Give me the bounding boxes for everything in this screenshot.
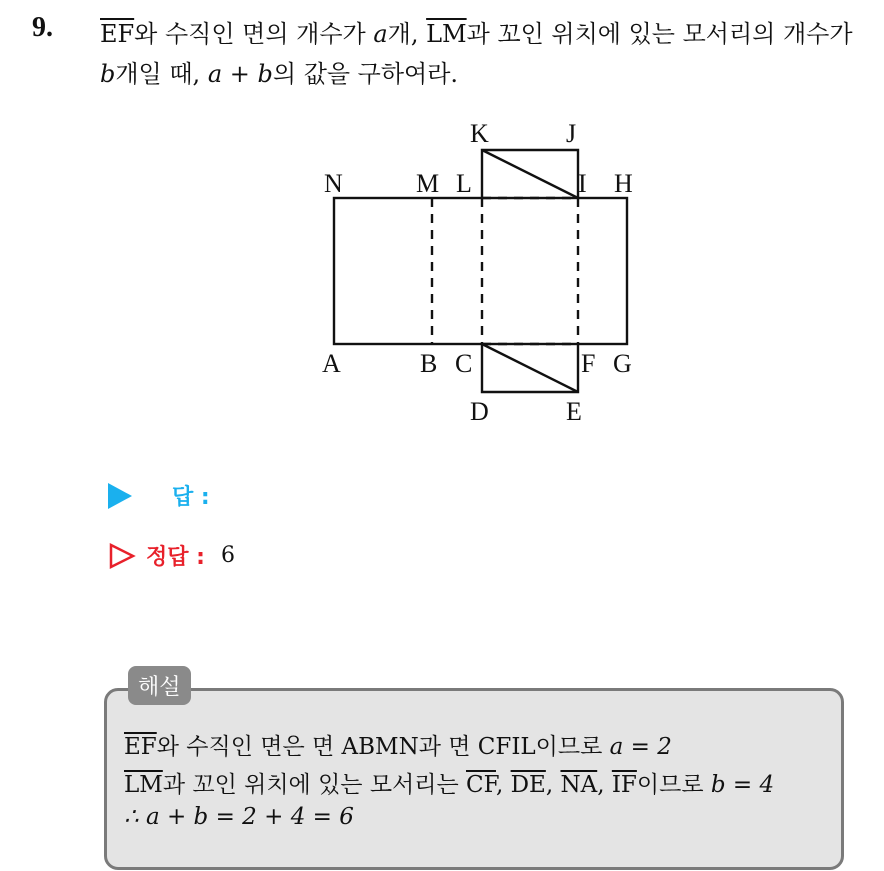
label-k: K <box>470 119 489 148</box>
correct-answer-value: 6 <box>220 543 235 568</box>
solution-equation-a: a = 2 <box>609 734 672 760</box>
variable-b: b <box>100 60 116 88</box>
label-i: I <box>578 169 587 198</box>
label-m: M <box>416 169 440 198</box>
net-diagram <box>310 116 670 432</box>
question-part-2: 개, <box>387 20 427 48</box>
solution-line-2-text: 과 꼬인 위치에 있는 모서리는 <box>162 772 466 798</box>
label-b: B <box>420 349 438 378</box>
correct-triangle-outline-icon <box>108 542 136 570</box>
variable-a: a <box>373 20 388 48</box>
label-c: C <box>455 349 473 378</box>
label-f: F <box>581 349 596 378</box>
label-d: D <box>470 397 489 426</box>
fold-lines <box>432 198 578 344</box>
label-h: H <box>614 169 633 198</box>
question-number: 9. <box>32 12 53 43</box>
question-part-4: 개일 때, <box>115 60 208 88</box>
label-l: L <box>456 169 472 198</box>
vertex-labels <box>322 119 633 426</box>
solution-line-2-text-2: 이므로 <box>636 772 711 798</box>
segment-lm: $\overline{LM}$ <box>426 20 467 48</box>
label-a: A <box>322 349 341 378</box>
separator: , <box>495 772 511 798</box>
answer-row <box>108 480 210 511</box>
solution-segment-cf: $\overline{CF}$ <box>466 772 496 798</box>
question-part-5: 의 값을 구하여라. <box>272 60 459 88</box>
separator: , <box>597 772 612 798</box>
label-e: E <box>566 397 582 426</box>
solution-segment-if: $\overline{IF}$ <box>611 772 637 798</box>
question-text <box>100 14 870 94</box>
solution-line-1-text: 와 수직인 면은 면 ABMN과 면 CFIL이므로 <box>156 734 610 760</box>
correct-answer-label: 정답 : <box>146 545 205 570</box>
solution-equation-b: b = 4 <box>710 772 775 798</box>
label-g: G <box>613 349 632 378</box>
segment-ef: $\overline{EF}$ <box>100 20 135 48</box>
label-n: N <box>324 169 343 198</box>
correct-answer-row <box>108 540 235 571</box>
separator: , <box>545 772 561 798</box>
outer-rectangle <box>334 198 627 344</box>
solution-segment-ef: $\overline{EF}$ <box>124 734 157 760</box>
solution-line-3: ∴ a + b = 2 + 4 = 6 <box>124 804 354 830</box>
answer-label: 답 : <box>172 485 210 510</box>
solution-segment-na: $\overline{NA}$ <box>560 772 598 798</box>
diagonal-c-e <box>482 344 578 392</box>
solution-segment-de: $\overline{DE}$ <box>510 772 546 798</box>
question-part-1: 와 수직인 면의 개수가 <box>134 20 374 48</box>
solution-segment-lm: $\overline{LM}$ <box>124 772 163 798</box>
solution-tag: 해설 <box>128 666 191 705</box>
label-j: J <box>566 119 577 148</box>
diagonal-k-i <box>482 150 578 198</box>
solution-line-2 <box>124 766 774 799</box>
answer-triangle-icon <box>108 483 132 509</box>
solution-line-1 <box>124 728 672 761</box>
question-part-3: 과 꼬인 위치에 있는 모서리의 개수가 <box>466 20 853 48</box>
expression-a-plus-b: a + b <box>207 60 273 88</box>
